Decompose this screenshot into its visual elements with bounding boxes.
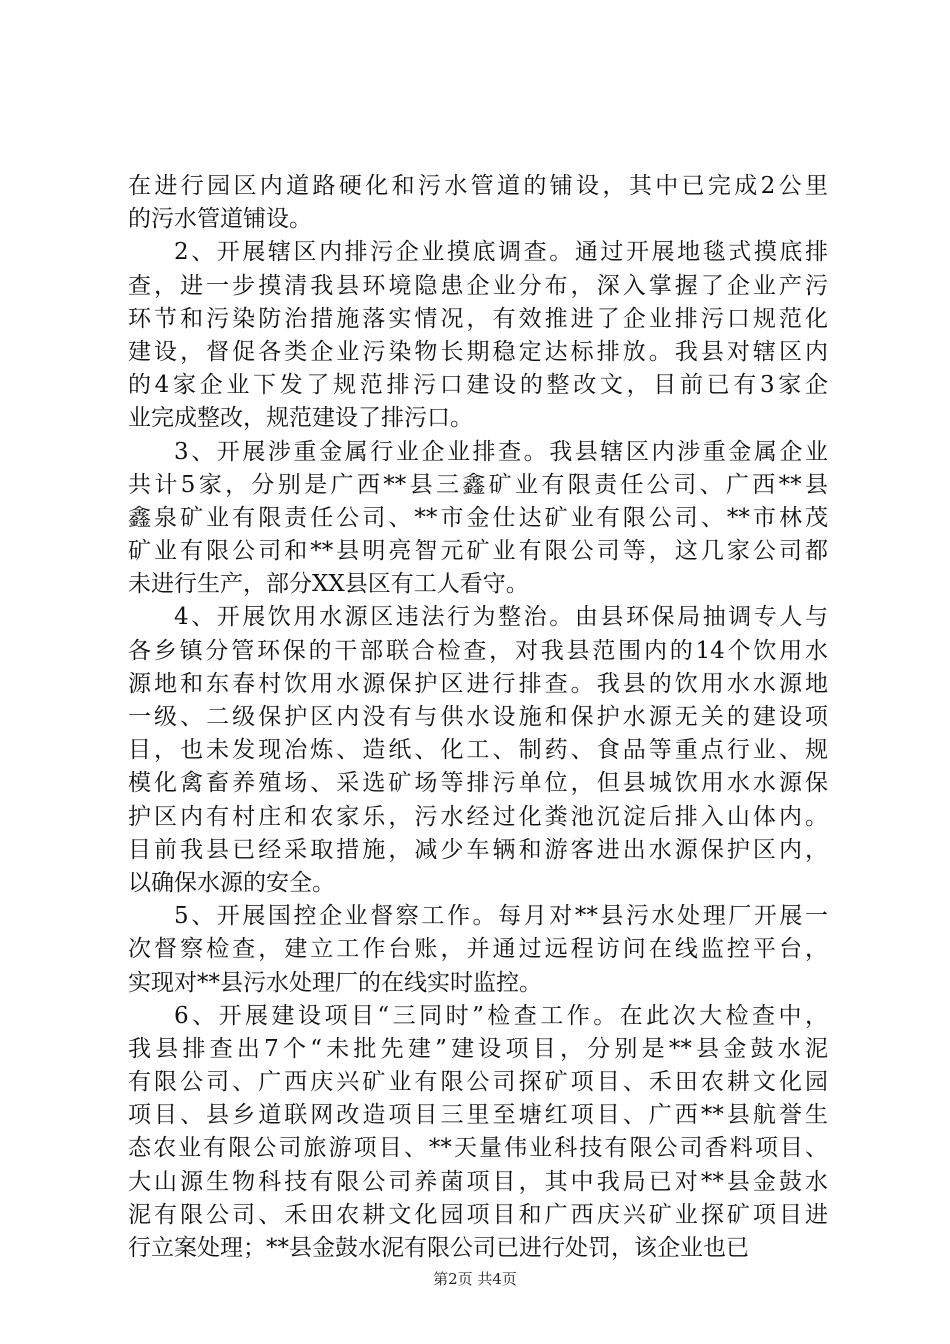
text-line: 以确保水源的安全。 — [128, 869, 335, 896]
text-line: 模化禽畜养殖场、采选矿场等排污单位，但县城饮用水水源保 — [128, 770, 828, 797]
document-body — [128, 170, 828, 1265]
text-line: 建设，督促各类企业污染物长期稳定达标排放。我县对辖区内 — [128, 338, 828, 365]
text-line: 业完成整改，规范建设了排污口。 — [128, 405, 473, 432]
text-line: 在进行园区内道路硬化和污水管道的铺设，其中已完成2公里 — [128, 173, 828, 199]
text-line: 4、开展饮用水源区违法行为整治。由县环保局抽调专人与 — [174, 604, 828, 631]
text-line: 实现对**县污水处理厂的在线实时监控。 — [128, 969, 542, 996]
text-line: 鑫泉矿业有限责任公司、**市金仕达矿业有限公司、**市林茂 — [128, 504, 828, 531]
text-line: 护区内有村庄和农家乐，污水经过化粪池沉淀后排入山体内。 — [128, 803, 828, 830]
text-line: 泥有限公司、禾田农耕文化园项目和广西庆兴矿业探矿项目进 — [128, 1201, 828, 1228]
text-line: 目，也未发现冶炼、造纸、化工、制药、食品等重点行业、规 — [128, 737, 828, 764]
text-line: 5、开展国控企业督察工作。每月对**县污水处理厂开展一 — [174, 903, 828, 930]
text-line: 3、开展涉重金属行业企业排查。我县辖区内涉重金属企业 — [174, 438, 828, 465]
text-line: 2、开展辖区内排污企业摸底调查。通过开展地毯式摸底排 — [174, 239, 828, 266]
text-line: 一级、二级保护区内没有与供水设施和保护水源无关的建设项 — [128, 704, 828, 730]
text-line: 各乡镇分管环保的干部联合检查，对我县范围内的14个饮用水 — [128, 637, 828, 664]
text-line: 的4家企业下发了规范排污口建设的整改文，目前已有3家企 — [128, 372, 828, 399]
text-line: 查，进一步摸清我县环境隐患企业分布，深入掌握了企业产污 — [128, 272, 828, 299]
text-line: 行立案处理；**县金鼓水泥有限公司已进行处罚，该企业也已 — [128, 1235, 749, 1261]
text-line: 源地和东春村饮用水源保护区进行排查。我县的饮用水水源地 — [128, 670, 828, 697]
text-line: 6、开展建设项目“三同时”检查工作。在此次大检查中， — [174, 1002, 828, 1029]
text-line: 的污水管道铺设。 — [128, 206, 312, 233]
text-line: 我县排查出7个“未批先建”建设项目，分别是**县金鼓水泥 — [128, 1035, 828, 1062]
text-line: 环节和污染防治措施落实情况，有效推进了企业排污口规范化 — [128, 305, 828, 332]
text-line: 项目、县乡道联网改造项目三里至塘红项目、广西**县航誉生 — [128, 1102, 828, 1129]
text-line: 目前我县已经采取措施，减少车辆和游客进出水源保护区内， — [128, 836, 828, 863]
text-line: 态农业有限公司旅游项目、**天量伟业科技有限公司香料项目、 — [128, 1135, 828, 1162]
text-line: 矿业有限公司和**县明亮智元矿业有限公司等，这几家公司都 — [128, 538, 828, 565]
text-line: 未进行生产，部分XX县区有工人看守。 — [128, 571, 529, 598]
text-line: 有限公司、广西庆兴矿业有限公司探矿项目、禾田农耕文化园 — [128, 1069, 828, 1096]
text-line: 次督察检查，建立工作台账，并通过远程访问在线监控平台， — [128, 936, 828, 963]
text-line: 大山源生物科技有限公司养菌项目，其中我局已对**县金鼓水 — [128, 1168, 828, 1195]
text-line: 共计5家，分别是广西**县三鑫矿业有限责任公司、广西**县 — [128, 471, 828, 498]
page-footer: 第2页 共4页 — [433, 1270, 517, 1288]
